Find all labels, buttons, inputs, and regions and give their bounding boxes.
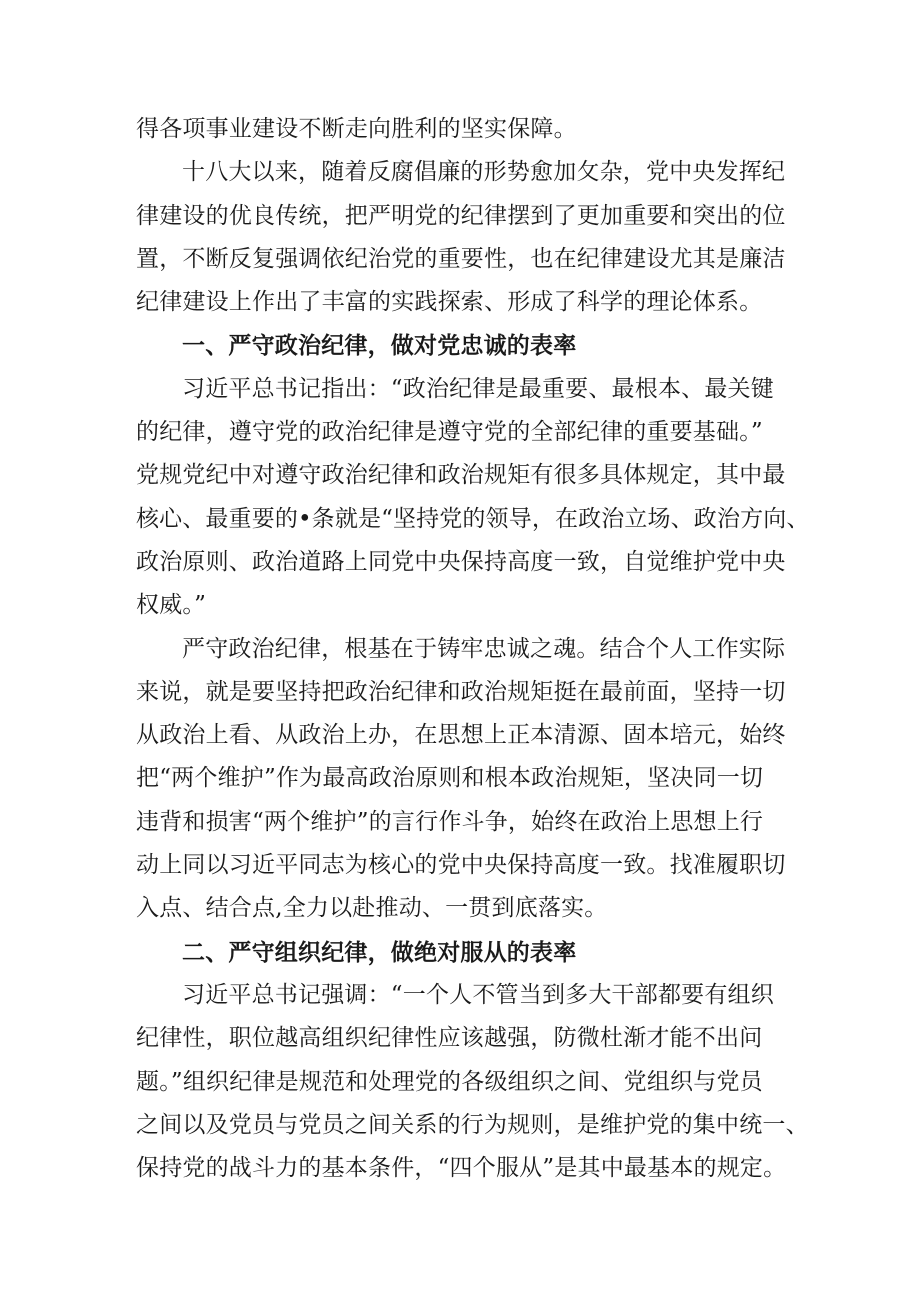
body-line: 纪律性，职位越高组织纪律性应该越强，防微杜渐才能不出问 xyxy=(136,1025,763,1052)
body-line: 置，不断反复强调依纪治党的重要性，也在纪律建设尤其是廉洁 xyxy=(136,245,786,272)
body-line: 入点、结合点,全力以赴推动、一贯到底落实。 xyxy=(136,895,608,922)
body-line: 违背和损害“两个维护”的言行作斗争，始终在政治上思想上行 xyxy=(136,808,764,835)
body-line: 习近平总书记指出：“政治纪律是最重要、最根本、最关键 xyxy=(182,375,774,402)
body-line: 严守政治纪律，根基在于铸牢忠诚之魂。结合个人工作实际 xyxy=(182,635,786,662)
body-line: 题。”组织纪律是规范和处理党的各级组织之间、党组织与党员 xyxy=(136,1068,763,1095)
body-line: 保持党的战斗力的基本条件，“四个服从”是其中最基本的规定。 xyxy=(136,1155,787,1182)
body-line: 权威。” xyxy=(136,592,207,619)
body-line: 的纪律，遵守党的政治纪律是遵守党的全部纪律的重要基础。” xyxy=(136,419,763,446)
body-line: 政治原则、政治道路上同党中央保持高度一致，自觉维护党中央 xyxy=(136,548,786,575)
body-line: 来说，就是要坚持把政治纪律和政治规矩挺在最前面，坚持一切 xyxy=(136,678,786,705)
body-line: 党规党纪中对遵守政治纪律和政治规矩有很多具体规定，其中最 xyxy=(136,462,786,489)
body-line: 之间以及党员与党员之间关系的行为规则，是维护党的集中统一、 xyxy=(136,1111,809,1138)
body-line: 得各项事业建设不断走向胜利的坚实保障。 xyxy=(136,116,577,142)
body-line: 纪律建设上作出了丰富的实践探索、形成了科学的理论体系。 xyxy=(136,289,763,316)
document-body xyxy=(136,108,811,1190)
body-line: 核心、最重要的•条就是“坚持党的领导，在政治立场、政治方向、 xyxy=(136,505,810,532)
section-heading: 二、严守组织纪律，做绝对服从的表率 xyxy=(182,938,577,966)
body-line: 习近平总书记强调：“一个人不管当到多大干部都要有组织 xyxy=(182,981,774,1008)
body-line: 从政治上看、从政治上办，在思想上正本清源、固本培元，始终 xyxy=(136,722,786,749)
section-heading: 一、严守政治纪律，做对党忠诚的表率 xyxy=(182,332,577,360)
body-line: 律建设的优良传统，把严明党的纪律摆到了更加重要和突出的位 xyxy=(136,202,786,229)
body-line: 把“两个维护”作为最高政治原则和根本政治规矩，坚决同一切 xyxy=(136,765,764,792)
body-line: 十八大以来，随着反腐倡廉的形势愈加攵杂，党中央发挥纪 xyxy=(182,159,786,186)
body-line: 动上同以习近平同志为核心的党中央保持高度一致。找准履职切 xyxy=(136,852,786,879)
